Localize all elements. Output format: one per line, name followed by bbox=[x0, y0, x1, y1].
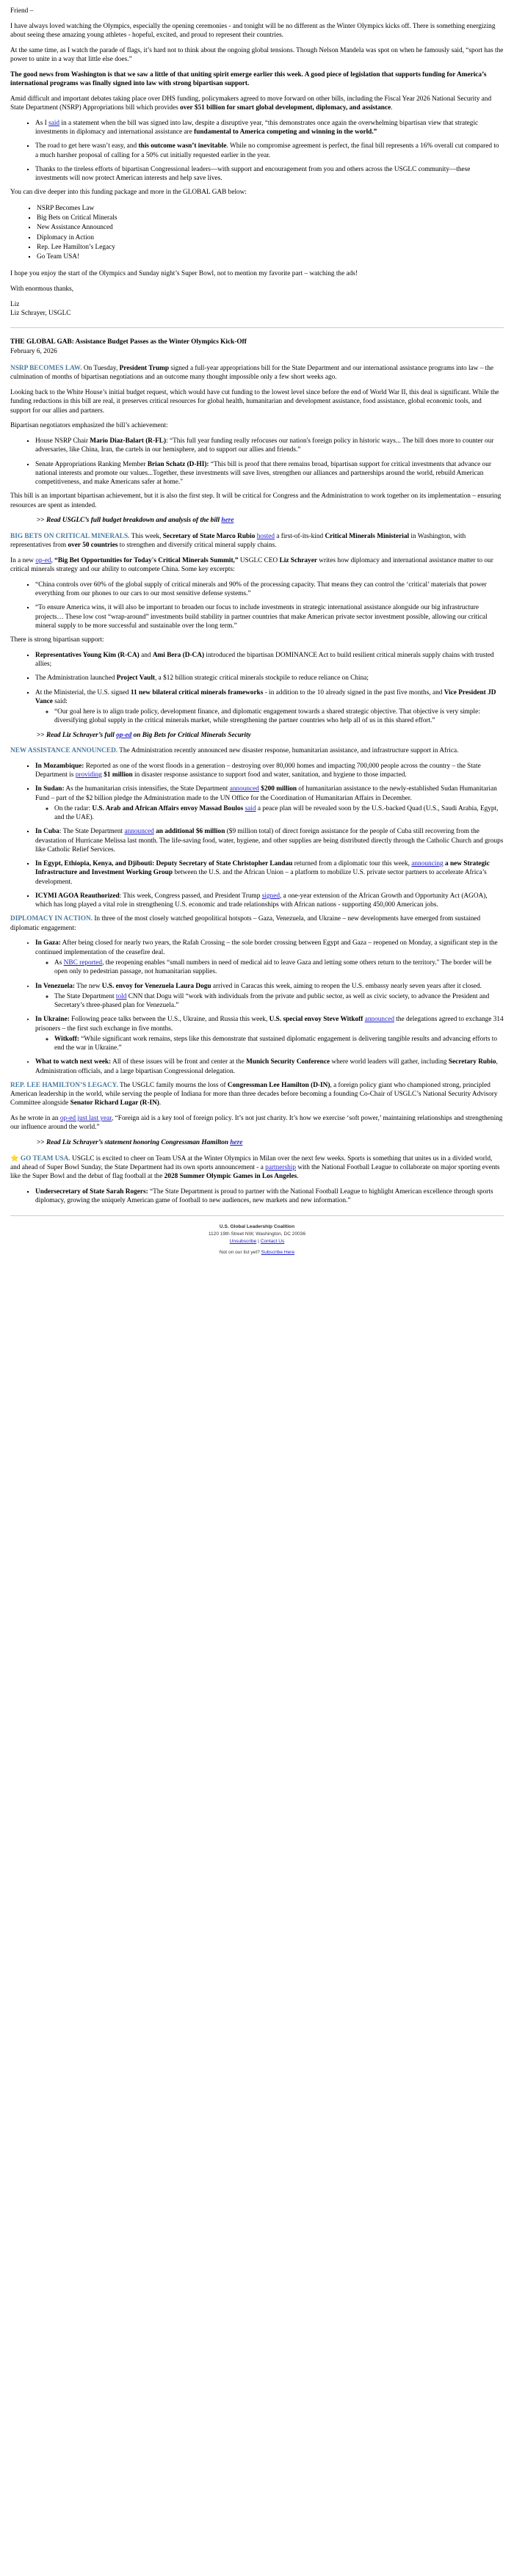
chevron-right-icon: >> bbox=[37, 731, 45, 739]
p4-bold: over $51 billion for smart global development, diplomacy, and assistance bbox=[180, 104, 391, 112]
hamilton-text-c: . bbox=[159, 1099, 162, 1107]
list-item bbox=[35, 437, 504, 455]
announced-link[interactable]: announced bbox=[124, 828, 154, 836]
region-label: In Venezuela: bbox=[35, 982, 75, 990]
working-group-bold: a new Strategic Infrastructure and Investment Working Group bbox=[35, 860, 490, 877]
subscribe-here-link[interactable]: Subscribe Here bbox=[261, 1250, 295, 1255]
nsrp-president-bold: President Trump bbox=[119, 364, 170, 372]
footer-org-name: U.S. Global Leadership Coalition bbox=[219, 1224, 295, 1230]
read-statement-link[interactable]: here bbox=[230, 1139, 243, 1147]
minerals-rubio-bold: Secretary of State Marco Rubio bbox=[162, 532, 256, 540]
agoa-label: ICYMI AGOA Reauthorized bbox=[35, 892, 120, 900]
letter-signoff: With enormous thanks, bbox=[10, 285, 74, 294]
project-vault-bold: Project Vault bbox=[116, 674, 156, 683]
list-item bbox=[54, 1035, 504, 1053]
hamilton-text-a: The USGLC family mourns the loss of bbox=[117, 1081, 228, 1089]
footer-links bbox=[10, 1238, 504, 1245]
teamusa-list bbox=[10, 1187, 504, 1206]
quote-speaker: Mario Diaz-Balart (R-FL) bbox=[90, 437, 167, 445]
item-pre: returned from a diplomatic tour this week, bbox=[292, 860, 412, 868]
watch-next-label: What to watch next week: bbox=[35, 1058, 112, 1066]
quote-body: “This bill is proof that there remains broad, bipartisan support for critical investments that advance our national interests and promote our values...Together, these investments will save lives, strengthen our alliances and partnerships around the world, rebuild American competitiveness, and make Americans safer at home." bbox=[35, 460, 491, 487]
hamilton-read-more bbox=[10, 1138, 504, 1147]
item-post: between the U.S. and the African Union – a platform to mobilize U.S. private sector partners to accelerate Africa’s development. bbox=[35, 869, 487, 886]
told-link[interactable]: told bbox=[115, 992, 127, 1000]
minerals-text-d: to strengthen and diversify critical mineral supply chains. bbox=[117, 541, 277, 549]
lugar-bold: Senator Richard Lugar (R-IN) bbox=[70, 1099, 159, 1107]
rogers-quote: “The State Department is proud to partner with the National Football League to highlight American excellence through sports diplomacy, growing the uniquely American game of football to new audiences, new markets and new information.” bbox=[35, 1187, 493, 1205]
list-item bbox=[35, 785, 504, 822]
quote-speaker: Brian Schatz (D-HI): bbox=[147, 460, 209, 468]
minerals-read-more bbox=[10, 731, 504, 740]
nsrp-paragraph-3: Bipartisan negotiators emphasized the bill’s achievement: bbox=[10, 422, 168, 430]
nsrp-read-more bbox=[10, 516, 504, 525]
support-rep-2: Ami Bera (D-CA) bbox=[152, 651, 205, 659]
teamusa-intro bbox=[10, 1154, 504, 1182]
item-pre: Reported as one of the worst floods in a generation – destroying over 80,000 homes and impacting 700,000 people across the country – the State Department is bbox=[35, 762, 481, 779]
item-post: arrived in Caracas this week, aiming to reopen the U.S. embassy nearly seven years after it closed. bbox=[211, 982, 482, 990]
bullet-text-bold: this outcome wasn’t inevitable bbox=[138, 142, 227, 150]
list-item bbox=[35, 827, 504, 854]
teamusa-text-a: USGLC is excited to cheer on Team USA at the Winter Olympics in Milan over the next few weeks. Sports is something that unites us in a divided world, and ahead of Super Bowl Sunday, the State Department had its own sports announcement - a bbox=[10, 1154, 493, 1171]
hamilton-quote-paragraph bbox=[10, 1114, 504, 1132]
list-item bbox=[35, 982, 504, 1011]
vance-bold: Vice President JD Vance bbox=[35, 688, 496, 705]
nbc-reported-link[interactable]: NBC reported bbox=[63, 958, 103, 967]
item-text: After being closed for nearly two years, the Rafah Crossing – the sole border crossing between Egypt and Gaza – reopened on Monday, a significant step in the continued implementation of the ceasefire deal. bbox=[35, 939, 498, 956]
assistance-section-heading: NEW ASSISTANCE ANNOUNCED. bbox=[10, 746, 118, 754]
la2028-bold: 2028 Summer Olympic Games in Los Angeles bbox=[164, 1173, 297, 1181]
read-more-text: Read Liz Schrayer’s full bbox=[46, 731, 117, 739]
letter-paragraph-2: At the same time, as I watch the parade of flags, it’s hard not to think about the ongoing global tensions. Though Nelson Mandela was spot on when he famously said, “sport has the power to unite in a way that little else does.” bbox=[10, 46, 504, 64]
oped-text-c: USGLC CEO bbox=[238, 556, 280, 564]
diplomacy-intro bbox=[10, 914, 504, 933]
table-of-contents bbox=[10, 204, 504, 262]
country-label: In Cuba bbox=[35, 828, 59, 836]
oped-text-a: In a new bbox=[10, 556, 36, 564]
list-item bbox=[35, 939, 504, 976]
assistance-list bbox=[10, 762, 504, 910]
signature-title: Liz Schrayer, USGLC bbox=[10, 310, 71, 318]
providing-link[interactable]: providing bbox=[75, 771, 102, 779]
bullet-text-pre: As I bbox=[35, 119, 49, 127]
toc-item-diplomacy: ▪ Diplomacy in Action bbox=[37, 233, 504, 242]
oped-title-bold: “Big Bet Opportunities for Today's Critical Minerals Summit,” bbox=[54, 556, 239, 564]
list-item bbox=[54, 958, 504, 977]
toc-item-minerals: ▪ Big Bets on Critical Minerals bbox=[37, 214, 504, 222]
subscribe-prompt-text: Not on our list yet? bbox=[219, 1250, 261, 1255]
read-oped-link[interactable]: op-ed bbox=[116, 731, 132, 739]
bullet-text-mid: in a statement when the bill was signed into law, despite a disruptive year, “this demonstrates once again the overwhelming bipartisan view that strategic investments in diplomacy and international assistance are bbox=[35, 119, 479, 137]
gaza-subitem-list bbox=[35, 958, 504, 977]
country-label: In Sudan: bbox=[35, 785, 65, 793]
witkoff-quote-label: Witkoff: bbox=[54, 1035, 79, 1043]
signature-name: Liz bbox=[10, 300, 20, 308]
oped-author-bold: Liz Schrayer bbox=[279, 556, 317, 564]
hamilton-section-heading: REP. LEE HAMILTON’S LEGACY. bbox=[10, 1081, 118, 1089]
p4-text-b: . bbox=[391, 104, 393, 112]
item-post: of humanitarian assistance to the newly-established Sudan Humanitarian Fund – part of the $2 billion pledge the Administration made to the UN Office for the Coordination of Humanitarian Affairs in December. bbox=[35, 785, 497, 802]
letter-paragraph-1: I have always loved watching the Olympics, especially the opening ceremonies - and tonight will be no different as the Winter Olympics kicks off. There is something energizing about seeing these amazing young athletes - hopeful, excited, and proud to represent their countries. bbox=[10, 22, 496, 40]
item-post: the delegations agreed to exchange 314 prisoners – the first such exchange in five months. bbox=[35, 1016, 504, 1033]
list-item bbox=[35, 892, 504, 910]
read-more-link[interactable]: here bbox=[221, 517, 234, 525]
said-link[interactable]: said bbox=[245, 804, 256, 812]
minerals-section-heading: BIG BETS ON CRITICAL MINERALS. bbox=[10, 532, 130, 540]
list-item bbox=[35, 762, 504, 780]
toc-item-hamilton: ▪ Rep. Lee Hamilton’s Legacy bbox=[37, 243, 504, 252]
sub-pre: The State Department bbox=[54, 992, 116, 1000]
ministerial-mid: - in addition to the 10 already signed in the past five months, and bbox=[263, 688, 444, 696]
list-item bbox=[35, 165, 504, 183]
section-divider bbox=[10, 327, 504, 328]
hamilton-name-bold: Congressman Lee Hamilton (D-IN) bbox=[227, 1081, 330, 1089]
item-post: , a one-year extension of the African Growth and Opportunity Act (AGOA), which has long played a vital role in strengthening U.S. economic and trade relationships with African nations - supporting 450,000 American jobs. bbox=[35, 892, 488, 909]
nsrp-paragraph-2: Looking back to the White House’s initial budget request, which would have cut funding to the lowest level since before the end of World War II, this deal is significant. While the funding reductions in this bill are real, it preserves critical resources for global health, humanitarian and development assistance, food assistance, global economic tools, and support for our allies and partners. bbox=[10, 388, 499, 415]
star-icon: ⭐ bbox=[10, 1154, 19, 1163]
footer-separator: | bbox=[256, 1239, 261, 1245]
list-item bbox=[35, 1058, 504, 1076]
ukraine-subitem-list bbox=[35, 1035, 504, 1053]
minerals-ministerial-bold: Critical Minerals Ministerial bbox=[325, 532, 410, 540]
sudan-subitem-list bbox=[35, 804, 504, 823]
letter-paragraph-4 bbox=[10, 95, 504, 113]
op-ed-link[interactable]: op-ed bbox=[35, 556, 51, 564]
support-body: , a $12 billion strategic critical minerals stockpile to reduce reliance on China; bbox=[155, 674, 369, 683]
list-item bbox=[35, 688, 504, 726]
minerals-text-c: in Washington, with representatives from bbox=[10, 532, 466, 549]
envoy-bold: U.S. envoy for Venezuela Laura Dogu bbox=[101, 982, 211, 990]
minerals-support-intro: There is strong bipartisan support: bbox=[10, 636, 104, 644]
support-pre: The Administration launched bbox=[35, 674, 117, 683]
newsletter-page bbox=[0, 0, 514, 1265]
hamilton-intro bbox=[10, 1081, 504, 1108]
nsrp-text-b: signed a full-year appropriations bill for the State Department and our international assistance programs into law – the culmination of months of bipartisan negotiations and an outcome many thought impossible only a few short weeks ago. bbox=[10, 364, 494, 382]
region-label: In Ukraine: bbox=[35, 1016, 70, 1024]
list-item bbox=[35, 119, 504, 137]
toc-item-teamusa: ▪ Go Team USA! bbox=[37, 252, 504, 261]
rubio-bold: Secretary Rubio bbox=[448, 1058, 496, 1066]
bullet-text-post: . While no compromise agreement is perfect, the final bill represents a 16% overall cut compared to a much harsher proposal of calling for a 50% cut initially requested earlier in the year. bbox=[35, 142, 499, 159]
gab-title-subject: Assistance Budget Passes as the Winter Olympics Kick-Off bbox=[73, 338, 247, 346]
frameworks-bold: 11 new bilateral critical minerals frameworks bbox=[130, 688, 264, 696]
list-item: ▪ “To ensure America wins, it will also be important to broaden our focus to include investments in strategic international assistance alongside our big infrastructure projects… These low cost “wrap-around” investments build stability in partner countries that make American private sector investment possible, allowing our critical mineral supply to be more successful and sustainable over the long term.” bbox=[35, 603, 504, 630]
minerals-excerpt-list bbox=[10, 581, 504, 630]
item-text: The new bbox=[74, 982, 102, 990]
salutation: Friend – bbox=[10, 7, 34, 15]
venezuela-subitem-list bbox=[35, 992, 504, 1011]
list-item bbox=[54, 804, 504, 823]
rogers-bold: Undersecretary of State Sarah Rogers: bbox=[35, 1187, 148, 1196]
quote-pre: House NSRP Chair bbox=[35, 437, 90, 445]
item-post-2: , Administration officials, and a large bipartisan Congressional delegation. bbox=[35, 1058, 498, 1075]
munich-bold: Munich Security Conference bbox=[246, 1058, 330, 1066]
contact-us-link[interactable]: Contact Us bbox=[260, 1239, 285, 1245]
hamilton-quote-post: , “Foreign aid is a key tool of foreign policy. It’s not just charity. It’s how we exercise ‘soft power,’ maintaining relationships and strengthening our influence around the world.” bbox=[10, 1115, 503, 1132]
minerals-intro bbox=[10, 532, 504, 550]
country-label: In Egypt, Ethiopia, Kenya, and Djibouti: Deputy Secretary of State Christopher Landau bbox=[35, 860, 293, 868]
support-body: introduced the bipartisan DOMINANCE Act to build resilient critical minerals supply chains with trusted allies; bbox=[35, 651, 494, 669]
sub-pre: As bbox=[54, 958, 64, 967]
item-text: All of these issues will be front and center at the bbox=[111, 1058, 247, 1066]
oped-text-b: , bbox=[51, 556, 55, 564]
read-more-post: on Big Bets for Critical Minerals Security bbox=[131, 731, 251, 739]
bullet-text-pre: The road to get here wasn’t easy, and bbox=[35, 142, 139, 150]
footer-subscribe-prompt bbox=[10, 1249, 504, 1256]
email-footer bbox=[10, 1215, 504, 1265]
item-pre: : The State Department bbox=[59, 828, 125, 836]
diplomacy-list bbox=[10, 939, 504, 1075]
amount-bold: $200 million bbox=[258, 785, 297, 793]
gab-date: February 6, 2026 bbox=[10, 347, 57, 355]
ministerial-pre: At the Ministerial, the U.S. signed bbox=[35, 688, 131, 696]
teamusa-text-b: with the National Football League to collaborate on major sporting events like the Super Bowl and the debut of flag football at the bbox=[10, 1163, 500, 1181]
teamusa-text-c: . bbox=[297, 1173, 299, 1181]
item-post: where world leaders will gather, including bbox=[330, 1058, 449, 1066]
quote-body: : “This full year funding really refocuses our nation's foreign policy in historic ways... The bill does more to counter our adversaries, like China, Iran, the cartels in our hemisphere, and to support our allies and friends.” bbox=[35, 437, 494, 454]
item-pre: As the humanitarian crisis intensifies, the State Department bbox=[64, 785, 230, 793]
list-item bbox=[35, 142, 504, 160]
bullet-text-pre: Thanks to the tireless efforts of bipartisan Congressional leaders—with support and encouragement from you and others across the USGLC community—these investments will now protect American interests and help save lives. bbox=[35, 165, 471, 183]
minerals-support-list bbox=[10, 651, 504, 726]
envoy-bold: U.S. Arab and African Affairs envoy Massad Boulos bbox=[92, 804, 244, 812]
op-ed-link[interactable]: op-ed just last year bbox=[59, 1115, 112, 1123]
vance-quote-list bbox=[35, 707, 504, 726]
sub-post: CNN that Dogu will “work with individuals from the private and public sector, as well as civic society, to advance the President and Secretary’s three-phased plan for Venezuela.” bbox=[54, 992, 490, 1010]
list-item: ▪ “China controls over 60% of the global supply of critical minerals and 90% of the processing capacity. That means they can control the ‘critical’ materials that power everything from our phones to our cars to our most sensitive defense systems.” bbox=[35, 581, 504, 599]
bullet-text-bold: fundamental to America competing and winning in the world.” bbox=[194, 128, 377, 137]
gab-title bbox=[10, 338, 504, 346]
minerals-text-a: This week, bbox=[129, 532, 163, 540]
minerals-countries-bold: over 50 countries bbox=[68, 541, 118, 549]
list-item bbox=[35, 1015, 504, 1052]
ministerial-post: said: bbox=[52, 697, 68, 705]
sub-post: “While significant work remains, steps like this demonstrate that sustained diplomatic engagement is delivering tangible results and advancing efforts to end the war in Ukraine.” bbox=[54, 1035, 498, 1052]
oped-text-d: writes how diplomacy and international assistance matter to our critical minerals strategy and our ability to outcompete China. Some key excerpts: bbox=[10, 556, 493, 573]
sub-post: , the reopening enables “small numbers in need of medical aid to leave Gaza and letting some others return to the territory." The border will be open only to pedestrian passage, not humanitarian supplies. bbox=[54, 958, 492, 976]
footer-address: 1120 19th Street NW, Washington, DC 20036 bbox=[208, 1231, 306, 1237]
list-item bbox=[35, 859, 504, 887]
assistance-intro bbox=[10, 746, 504, 755]
sub-post: a peace plan will be revealed soon by the U.S.-backed Quad (U.S., Saudi Arabia, Egypt, and the UAE). bbox=[54, 804, 499, 822]
signed-link[interactable]: signed bbox=[261, 892, 280, 900]
list-item bbox=[54, 992, 504, 1011]
chevron-right-icon: >> bbox=[37, 517, 45, 525]
list-item bbox=[35, 674, 504, 683]
hamilton-quote-pre: As he wrote in an bbox=[10, 1115, 60, 1123]
p4-text-a: Amid difficult and important debates taking place over DHS funding, policymakers agreed to move forward on other bills, including the Fiscal Year 2026 National Security and State Department (NSRP) Appropriations bill which provides bbox=[10, 95, 492, 112]
amount-bold: an additional $6 million bbox=[153, 828, 225, 836]
hosted-link[interactable]: hosted bbox=[256, 532, 275, 540]
nsrp-section-heading: NSRP BECOMES LAW. bbox=[10, 364, 82, 372]
item-text: Following peace talks between the U.S., Ukraine, and Russia this week, bbox=[69, 1016, 269, 1024]
minerals-text-b: a first-of-its-kind bbox=[275, 532, 325, 540]
country-label: In Mozambique: bbox=[35, 762, 84, 770]
letter-bullet-list bbox=[10, 119, 504, 183]
support-rep-1: Representatives Young Kim (R-CA) bbox=[35, 651, 140, 659]
minerals-oped-paragraph bbox=[10, 556, 504, 575]
toc-item-assistance: ▪ New Assistance Announced bbox=[37, 223, 504, 232]
read-more-text: Read USGLC’s full budget breakdown and analysis of the bill bbox=[46, 517, 222, 525]
announcing-link[interactable]: announcing bbox=[411, 860, 444, 868]
item-post: ($9 million total) of direct foreign assistance for the people of Cuba still recovering from the devastation of Hurricane Melissa last month. The life-saving food, water, hygiene, and other supplies are being distributed directly through the Catholic Church and groups like Catholic Relief Services. bbox=[35, 828, 504, 854]
toc-item-nsrp: ▪ NSRP Becomes Law bbox=[37, 204, 504, 213]
nsrp-paragraph-4: This bill is an important bipartisan achievement, but it is also the first step. It will be critical for Congress and the Administration to work together on its implementation – ensuring resources are spent as intended. bbox=[10, 492, 502, 509]
region-label: In Gaza: bbox=[35, 939, 61, 947]
dive-deeper-text: You can dive deeper into this funding package and more in the GLOBAL GAB below: bbox=[10, 189, 247, 197]
chevron-right-icon: >> bbox=[37, 1139, 45, 1147]
witkoff-bold: U.S. special envoy Steve Witkoff bbox=[269, 1016, 363, 1024]
letter-paragraph-3-text: The good news from Washington is that we saw a little of that uniting spirit emerge earlier this week. A good piece of legislation that supports funding for America’s international programs was finally signed into law with strong bipartisan support. bbox=[10, 70, 487, 88]
partnership-link[interactable]: partnership bbox=[265, 1163, 296, 1171]
list-item: ◦ “Our goal here is to align trade policy, development finance, and diplomatic engagement towards a shared strategic objective. That objective is very simple: diversifying global supply in the critical minerals market, while strengthening the partner countries who help all of us in this shared effort.” bbox=[54, 707, 504, 726]
sub-pre: On the radar: bbox=[54, 804, 93, 812]
teamusa-section-heading: GO TEAM USA. bbox=[20, 1154, 70, 1163]
read-more-text: Read Liz Schrayer’s statement honoring Congressman Hamilton bbox=[46, 1139, 231, 1147]
diplomacy-text: In three of the most closely watched geopolitical hotspots – Gaza, Venezuela, and Ukraine – new developments have emerged from sustained diplomatic engagement: bbox=[10, 915, 481, 932]
amount-bold: $1 million bbox=[101, 771, 133, 779]
letter-paragraph-3-bold bbox=[10, 70, 504, 89]
nsrp-text-a: On Tuesday, bbox=[82, 364, 120, 372]
nsrp-quote-list bbox=[10, 437, 504, 487]
nsrp-intro bbox=[10, 364, 504, 382]
item-pre: : This week, Congress passed, and President Trump bbox=[119, 892, 262, 900]
list-item bbox=[35, 1187, 504, 1206]
said-link[interactable]: said bbox=[48, 119, 60, 127]
letter-closing: I hope you enjoy the start of the Olympics and Sunday night’s Super Bowl, not to mention my favorite part – watching the ads! bbox=[10, 270, 358, 278]
list-item bbox=[35, 651, 504, 669]
gab-title-label: THE GLOBAL GAB: bbox=[10, 338, 74, 346]
item-post: in disaster response assistance to support food and water, sanitation, and hygiene to those impacted. bbox=[132, 771, 407, 779]
assistance-text: The Administration recently announced new disaster response, humanitarian assistance, and infrastructure support in Africa. bbox=[117, 746, 459, 754]
quote-pre: Senate Appropriations Ranking Member bbox=[35, 460, 148, 468]
diplomacy-section-heading: DIPLOMACY IN ACTION. bbox=[10, 915, 93, 923]
list-item bbox=[35, 460, 504, 487]
unsubscribe-link[interactable]: Unsubscribe bbox=[229, 1239, 257, 1245]
announced-link[interactable]: announced bbox=[364, 1016, 394, 1024]
announced-link[interactable]: announced bbox=[229, 785, 259, 793]
support-mid: and bbox=[139, 651, 153, 659]
hamilton-text-b: , a foreign policy giant who championed strong, principled American leadership in the world, while serving the people of Indiana for more than three decades before becoming a founding Co-Chair of USGLC’s National Security Advisory Committee alongside bbox=[10, 1081, 498, 1107]
